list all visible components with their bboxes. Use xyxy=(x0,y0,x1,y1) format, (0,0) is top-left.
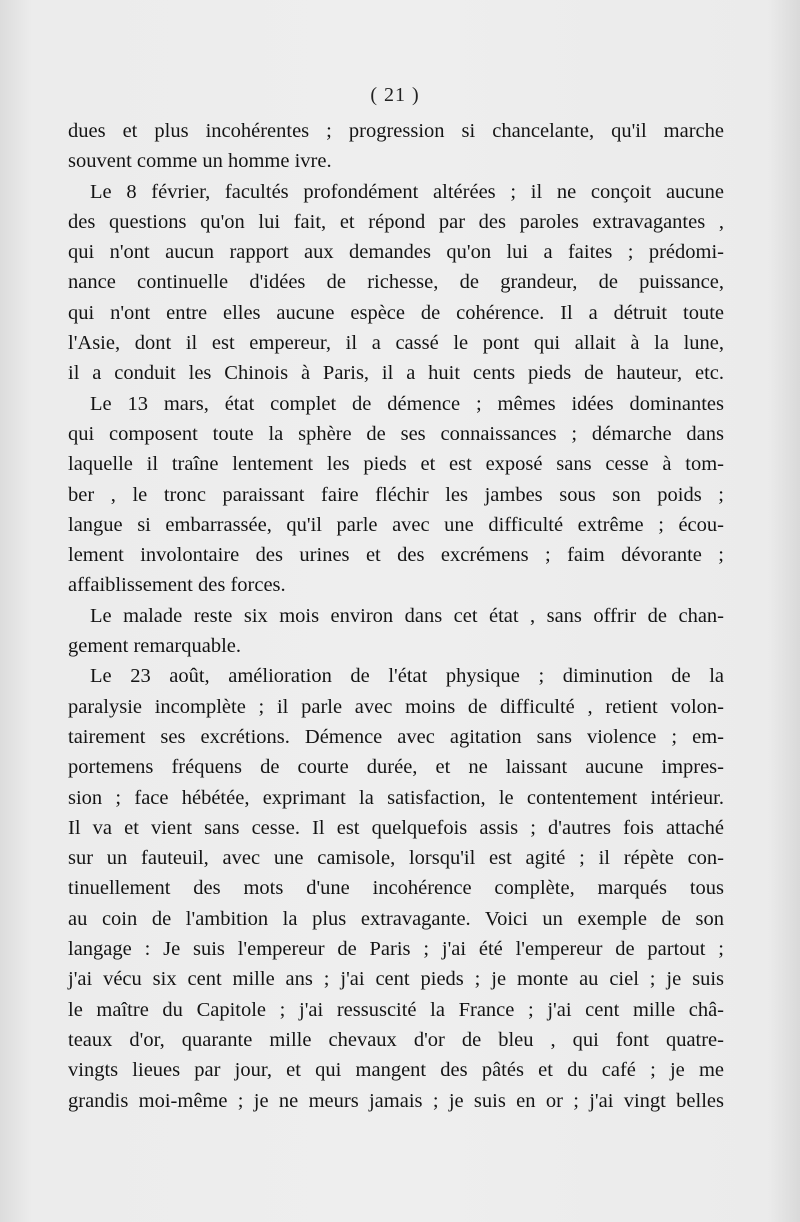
body-text xyxy=(68,116,724,1116)
text-line: vingts lieues par jour, et qui mangent des pâtés et du café ; je me xyxy=(68,1059,724,1082)
text-line: j'ai vécu six cent mille ans ; j'ai cent pieds ; je monte au ciel ; je suis xyxy=(68,968,724,991)
text-line: sur un fauteuil, avec une camisole, lorsqu'il est agité ; il répète con- xyxy=(68,847,724,870)
text-line: lement involontaire des urines et des excrémens ; faim dévorante ; xyxy=(68,544,724,567)
text-line: Le 13 mars, état complet de démence ; mêmes idées dominantes xyxy=(90,392,724,415)
text-line: Le 8 février, facultés profondément altérées ; il ne conçoit aucune xyxy=(90,180,724,203)
text-line: Il va et vient sans cesse. Il est quelquefois assis ; d'autres fois attaché xyxy=(68,816,724,839)
text-line: des questions qu'on lui fait, et répond par des paroles extravagantes , xyxy=(68,210,724,233)
text-line: portemens fréquens de courte durée, et ne laissant aucune impres- xyxy=(68,756,724,779)
text-line: il a conduit les Chinois à Paris, il a huit cents pieds de hauteur, etc. xyxy=(68,362,724,385)
text-line: le maître du Capitole ; j'ai ressuscité la France ; j'ai cent mille châ- xyxy=(68,998,724,1021)
text-line: qui composent toute la sphère de ses connaissances ; démarche dans xyxy=(68,422,724,445)
text-line: teaux d'or, quarante mille chevaux d'or de bleu , qui font quatre- xyxy=(68,1028,724,1051)
text-line: laquelle il traîne lentement les pieds et est exposé sans cesse à tom- xyxy=(68,453,724,476)
text-line: au coin de l'ambition la plus extravagante. Voici un exemple de son xyxy=(68,907,724,930)
text-line: qui n'ont entre elles aucune espèce de cohérence. Il a détruit toute xyxy=(68,301,724,324)
text-line: affaiblissement des forces. xyxy=(68,574,286,597)
text-line: l'Asie, dont il est empereur, il a cassé le pont qui allait à la lune, xyxy=(68,332,724,355)
text-line: dues et plus incohérentes ; progression si chancelante, qu'il marche xyxy=(68,120,724,142)
text-line: langue si embarrassée, qu'il parle avec une difficulté extrême ; écou- xyxy=(68,513,724,536)
text-line: tinuellement des mots d'une incohérence complète, marqués tous xyxy=(68,877,724,900)
text-line: sion ; face hébétée, exprimant la satisfaction, le contentement intérieur. xyxy=(68,786,724,809)
text-line: Le 23 août, amélioration de l'état physique ; diminution de la xyxy=(90,665,724,688)
text-line: gement remarquable. xyxy=(68,635,242,658)
text-line: tairement ses excrétions. Démence avec agitation sans violence ; em- xyxy=(68,725,724,748)
text-line: ber , le tronc paraissant faire fléchir les jambes sous son poids ; xyxy=(68,483,724,506)
text-line: souvent comme un homme ivre. xyxy=(68,150,332,173)
text-line: grandis moi-même ; je ne meurs jamais ; je suis en or ; j'ai vingt belles xyxy=(68,1089,724,1112)
text-line: Le malade reste six mois environ dans cet état , sans offrir de chan- xyxy=(90,604,724,627)
page-number: ( 21 ) xyxy=(370,84,420,106)
text-line: langage : Je suis l'empereur de Paris ; j'ai été l'empereur de partout ; xyxy=(68,938,724,961)
text-line: nance continuelle d'idées de richesse, de grandeur, de puissance, xyxy=(68,271,724,294)
text-line: paralysie incomplète ; il parle avec moins de difficulté , retient volon- xyxy=(68,695,724,718)
text-line: qui n'ont aucun rapport aux demandes qu'on lui a faites ; prédomi- xyxy=(68,241,724,264)
